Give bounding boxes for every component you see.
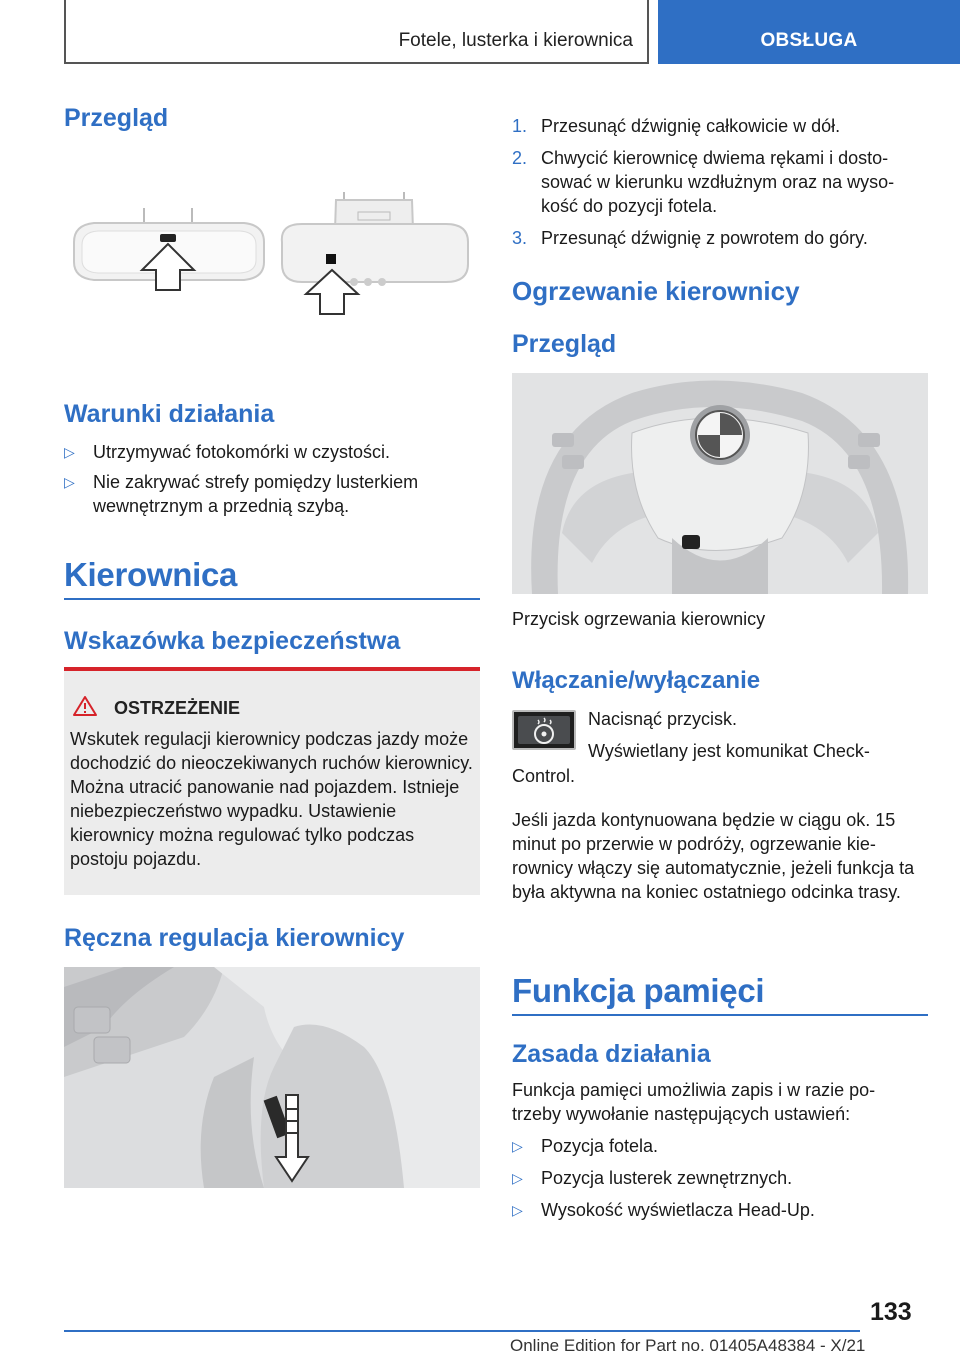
step-item: 1. Przesunąć dźwignię całkowicie w dół. xyxy=(512,116,841,136)
steering-wheel-drawing xyxy=(512,373,928,594)
onoff-heading: Włączanie/wyłączanie xyxy=(512,667,761,694)
section-divider xyxy=(512,1014,928,1016)
steering-column-drawing xyxy=(64,967,480,1188)
list-item: ▷ Utrzymywać fotokomórki w czystości. xyxy=(64,442,391,462)
manual-adjustment-heading: Ręczna regulacja kierownicy xyxy=(64,924,405,952)
section-divider xyxy=(64,598,480,600)
mirror-illustration xyxy=(64,190,480,335)
heated-steering-button[interactable] xyxy=(512,710,576,750)
steering-heading: Kierownica xyxy=(64,556,238,593)
conditions-heading: Warunki działania xyxy=(64,400,275,428)
step-item: 2. Chwycić kierownicę dwiema rękami i dostosować w kierunku wzdłużnym oraz na wysokość do pozycji fotela. xyxy=(512,148,895,216)
header-tab-label: OBSŁUGA xyxy=(760,30,858,51)
bullet-triangle-icon: ▷ xyxy=(512,1170,523,1186)
bullet-triangle-icon: ▷ xyxy=(64,444,75,460)
footer-divider xyxy=(64,1330,860,1332)
mirror-drawing xyxy=(64,190,480,335)
principle-text: Funkcja pamięci umożliwia zapis i w razie potrzeby wywołanie następujących ustawień: xyxy=(512,1080,876,1124)
header-tab[interactable] xyxy=(658,0,960,64)
step-item: 3. Przesunąć dźwignię z powrotem do góry. xyxy=(512,228,868,248)
overview-heading: Przegląd xyxy=(64,104,169,132)
bullet-triangle-icon: ▷ xyxy=(512,1138,523,1154)
safety-heading: Wskazówka bezpieczeństwa xyxy=(64,627,401,655)
list-item: ▷ Nie zakrywać strefy pomiędzy lusterkiem wewnętrznym a przednią szybą. xyxy=(64,472,419,516)
bullet-triangle-icon: ▷ xyxy=(64,474,75,490)
press-button-text: Nacisnąć przycisk. xyxy=(588,709,738,729)
list-item: ▷ Wysokość wyświetlacza Head-Up. xyxy=(512,1200,815,1220)
principle-heading: Zasada działania xyxy=(512,1040,711,1068)
page-number: 133 xyxy=(870,1298,912,1326)
memory-heading: Funkcja pamięci xyxy=(512,972,765,1009)
header-section-title: Fotele, lusterka i kierownica xyxy=(398,30,633,51)
heating-heading: Ogrzewanie kierownicy xyxy=(512,276,800,306)
wheel-caption: Przycisk ogrzewania kierownicy xyxy=(512,609,766,629)
heated-steering-wheel-icon xyxy=(514,712,574,748)
warning-triangle-icon xyxy=(72,695,98,717)
checkcontrol-text: Wyświetlany jest komunikat Check‐ xyxy=(588,741,870,761)
checkcontrol-text-cont: Control. xyxy=(512,766,576,786)
list-item: ▷ Pozycja fotela. xyxy=(512,1136,659,1156)
warning-box xyxy=(64,667,480,895)
warning-title: OSTRZEŻENIE xyxy=(114,698,241,718)
list-item: ▷ Pozycja lusterek zewnętrznych. xyxy=(512,1168,793,1188)
heating-overview-heading: Przegląd xyxy=(512,330,617,358)
edition-footer: Online Edition for Part no. 01405A48384 - X/21 xyxy=(510,1336,866,1355)
steering-wheel-illustration xyxy=(512,373,928,594)
auto-activation-text: Jeśli jazda kontynuowana będzie w ciągu ok. 15 minut po przerwie w podróży, ogrzewanie kierownicy włączy się automatycznie, jeżeli funkcja ta była aktywna na koniec ostatniego odcinka trasy. xyxy=(512,810,915,902)
bullet-triangle-icon: ▷ xyxy=(512,1202,523,1218)
steering-column-illustration xyxy=(64,967,480,1188)
warning-text: Wskutek regulacji kierownicy podczas jazdy może dochodzić do nieoczekiwanych ruchów kierownicy. Można utracić panowanie nad pojazdem. Istnieje niebezpieczeństwo wypadku. Ustawienie kierownicy można regulować tylko podczas postoju pojazdu. xyxy=(70,729,473,869)
header-section xyxy=(64,0,649,64)
